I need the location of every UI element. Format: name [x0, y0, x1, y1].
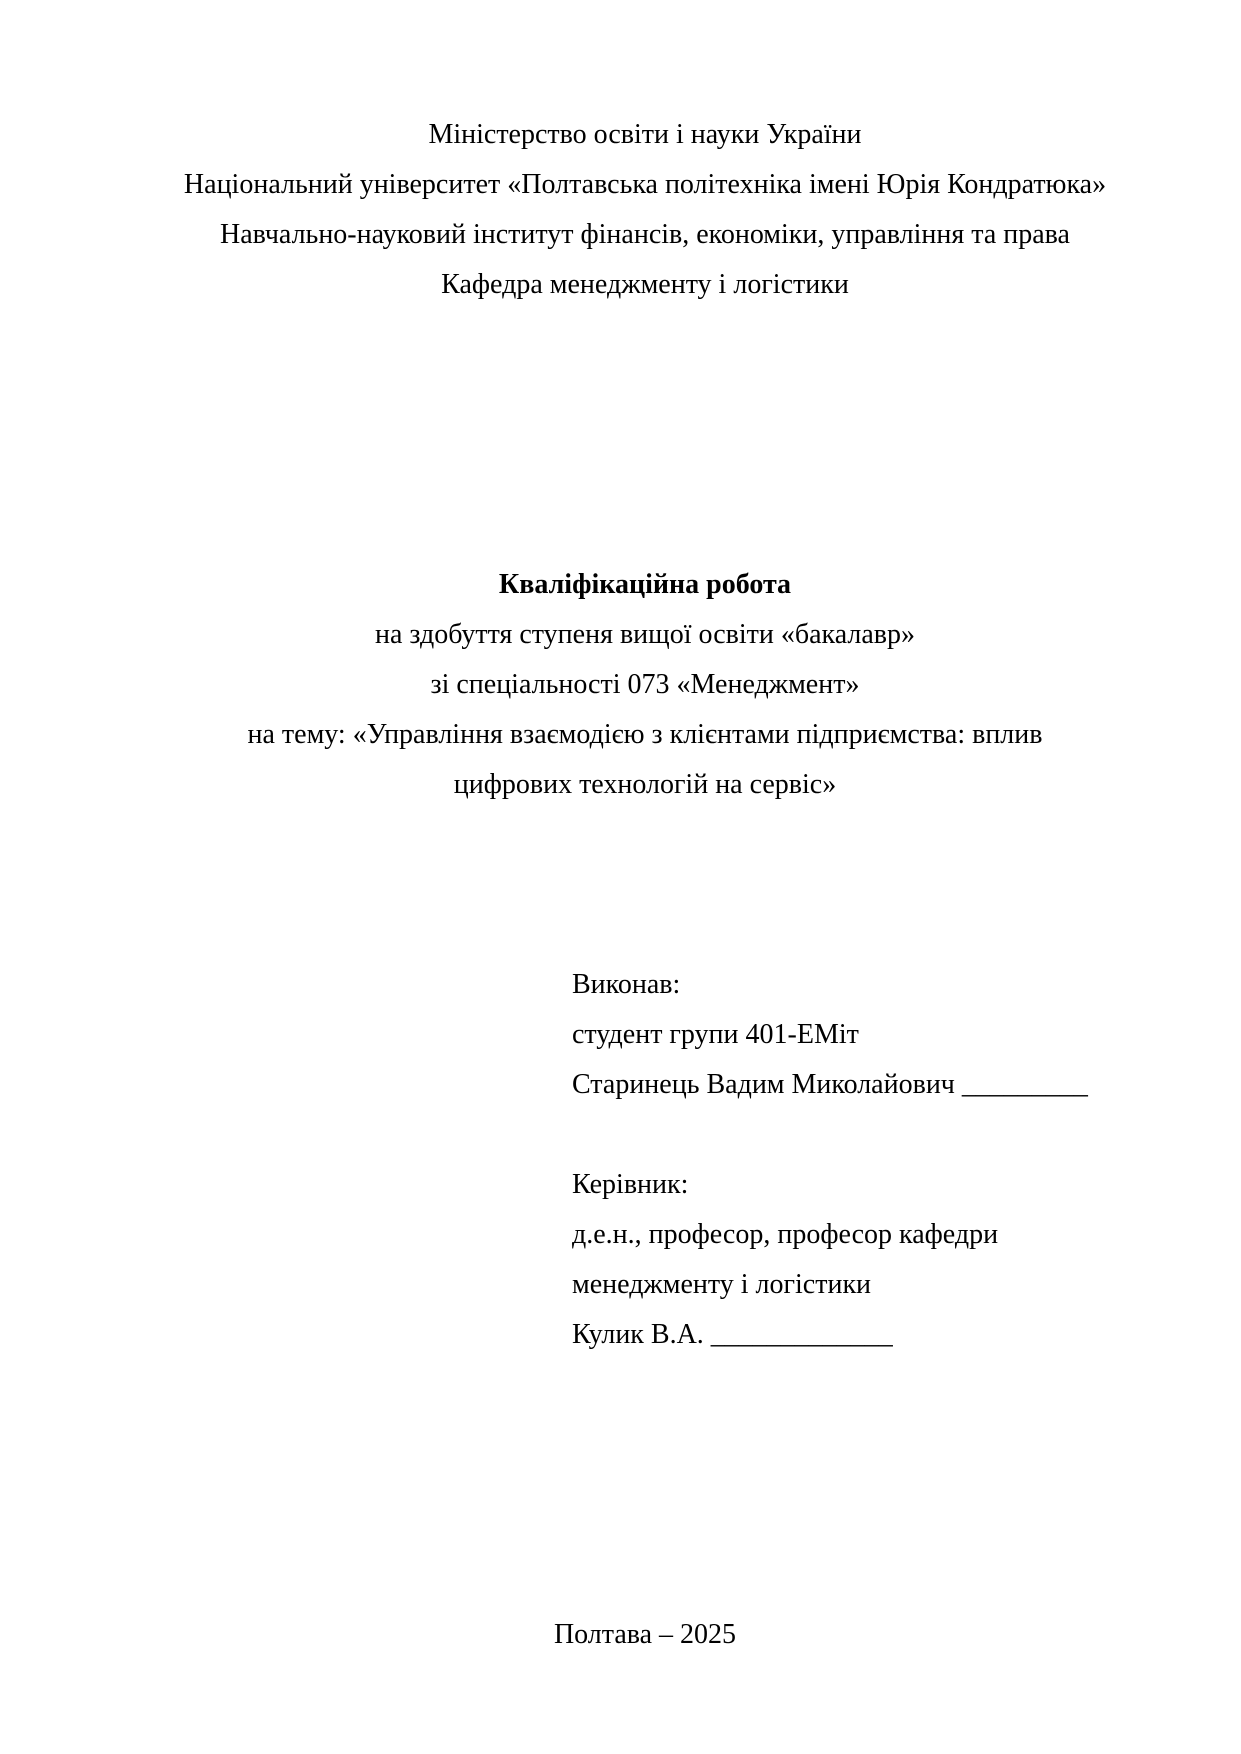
university-line: Національний університет «Полтавська політехніка імені Юрія Кондратюка» — [183, 169, 1107, 200]
degree-line: на здобуття ступеня вищої освіти «бакалавр» — [375, 619, 915, 650]
ministry-line: Міністерство освіти і науки України — [428, 119, 862, 150]
city-year: Полтава – 2025 — [553, 1619, 737, 1650]
institute-line: Навчально-науковий інститут фінансів, економіки, управління та права — [220, 219, 1070, 250]
topic-line-1: на тему: «Управління взаємодією з клієнтами підприємства: вплив — [247, 719, 1043, 750]
supervisor-position-line-1: д.е.н., професор, професор кафедри — [572, 1219, 999, 1250]
supervisor-label: Керівник: — [572, 1169, 689, 1200]
topic-line-2: цифрових технологій на сервіс» — [453, 769, 837, 800]
supervisor-name-signature: Кулик В.А. _____________ — [572, 1319, 893, 1350]
department-line: Кафедра менеджменту і логістики — [441, 269, 849, 300]
performer-label: Виконав: — [572, 969, 681, 1000]
work-title: Кваліфікаційна робота — [498, 569, 792, 600]
supervisor-position-line-2: менеджменту і логістики — [572, 1269, 872, 1300]
specialty-line: зі спеціальності 073 «Менеджмент» — [430, 669, 860, 700]
performer-group: студент групи 401-ЕМіт — [572, 1019, 859, 1050]
performer-name-signature: Старинець Вадим Миколайович _________ — [572, 1069, 1088, 1100]
